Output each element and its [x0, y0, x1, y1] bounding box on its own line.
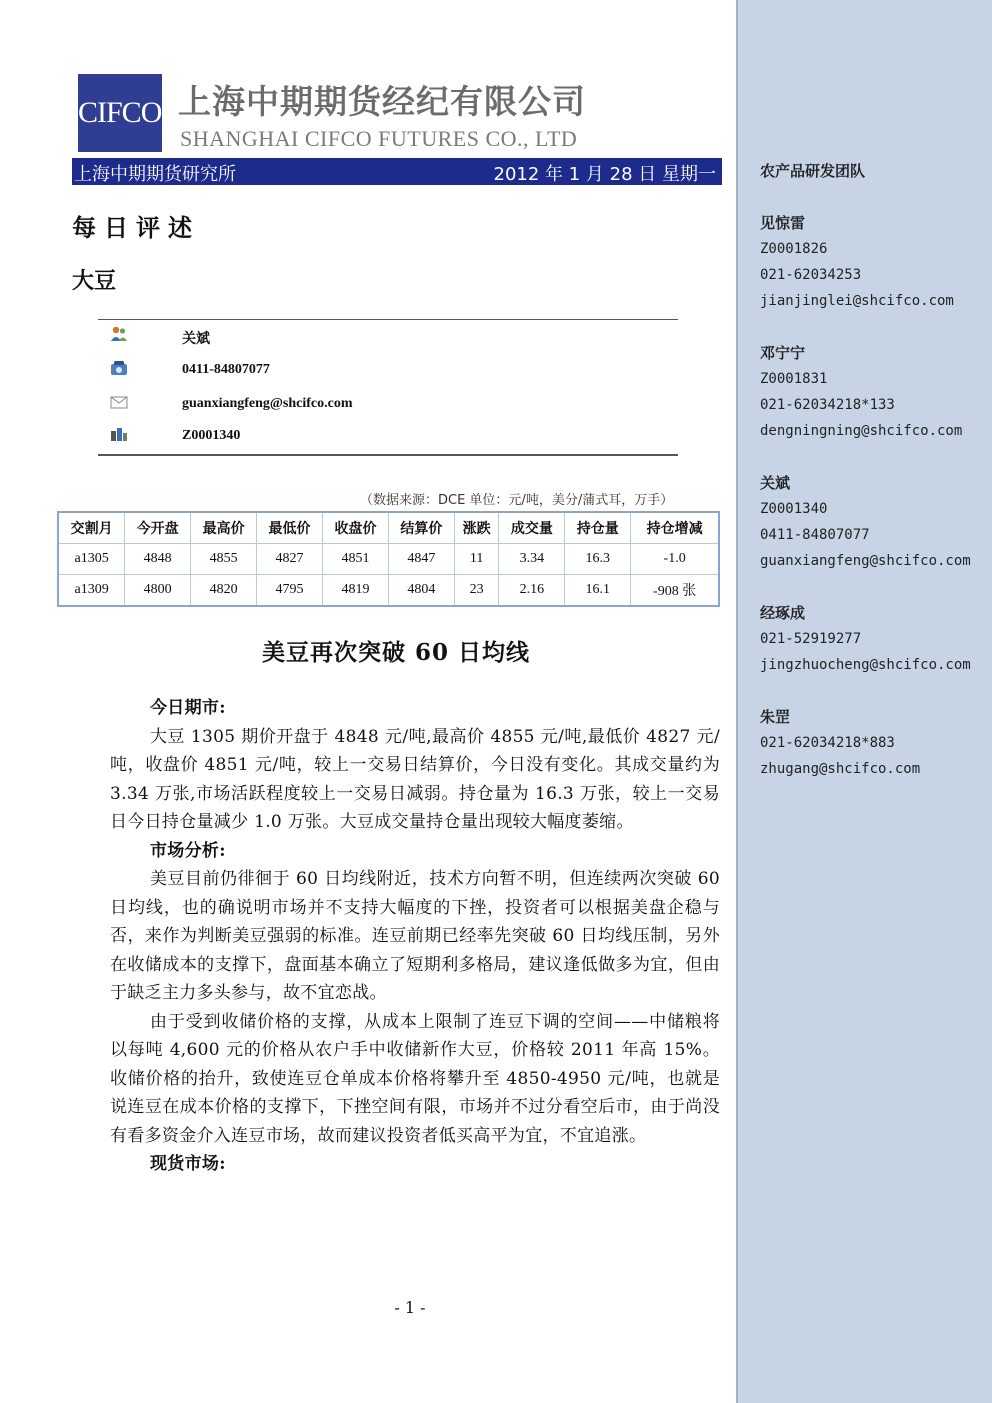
contact-line: 0411-84807077	[760, 527, 870, 543]
paragraph: 美豆目前仍徘徊于 60 日均线附近，技术方向暂不明，但连续两次突破 60 日均线，也的确说明市场并不支持大幅度的下挫，投资者可以根据美盘企稳与否，来作为判断美豆强弱的标准。连豆前期已经率先突破 60 日均线压制，另外在收储成本的支撑下，盘面基本确立了短期利多格局，建议逢低做多为宜，但由于缺乏主力多头参与，故不宜恋战。	[110, 869, 720, 1003]
column-header: 持仓量	[565, 512, 631, 544]
table-cell: 4847	[388, 544, 454, 575]
contact-email[interactable]: dengningning@shcifco.com	[760, 423, 963, 439]
author-phone: 0411-84807077	[182, 362, 270, 377]
table-cell: 11	[454, 544, 498, 575]
table-cell: a1305	[58, 544, 125, 575]
quote-table	[57, 511, 720, 607]
contact-email[interactable]: jianjinglei@shcifco.com	[760, 293, 954, 309]
contact-name: 见惊雷	[760, 214, 806, 232]
telephone-icon	[110, 360, 128, 376]
subject-title: 大豆	[72, 268, 117, 294]
author-name: 关斌	[182, 332, 210, 347]
table-cell: 2.16	[499, 575, 565, 607]
table-row	[58, 575, 719, 607]
company-name-en: SHANGHAI CIFCO FUTURES CO., LTD	[180, 126, 578, 151]
email-row	[98, 394, 678, 418]
person-icon	[110, 326, 128, 342]
table-cell: 23	[454, 575, 498, 607]
envelope-icon	[110, 394, 128, 410]
section-heading: 市场分析:	[150, 840, 226, 861]
contact-line: Z0001826	[760, 241, 828, 257]
section-title: 每日评述	[72, 213, 200, 242]
table-cell: 4820	[191, 575, 257, 607]
contact-line: 021-62034218*133	[760, 397, 895, 413]
contact-name: 关斌	[760, 474, 791, 492]
table-row	[58, 544, 719, 575]
article-headline: 美豆再次突破 60 日均线	[261, 639, 531, 666]
license-row	[98, 426, 678, 450]
column-header: 持仓增减	[631, 512, 719, 544]
contact-card	[760, 340, 962, 444]
contact-sidebar	[736, 0, 992, 1403]
contact-card	[760, 704, 920, 782]
paragraph: 大豆 1305 期价开盘于 4848 元/吨,最高价 4855 元/吨,最低价 4827 元/吨，收盘价 4851 元/吨，较上一交易日结算价，今日没有变化。其成交量约为 3.34 万张,市场活跃程度较上一交易日减弱。持仓量为 16.3 万张，较上一交易日今日持仓量减少 1.0 万张。大豆成交量持仓量出现较大幅度萎缩。	[110, 726, 720, 832]
table-cell: 4855	[191, 544, 257, 575]
contact-email[interactable]: zhugang@shcifco.com	[760, 761, 921, 777]
table-cell: 4848	[125, 544, 191, 575]
contact-name: 经琢成	[760, 604, 806, 622]
phone-row	[98, 360, 678, 384]
author-row	[98, 326, 678, 350]
report-date: 2012 年 1 月 28 日 星期一	[493, 164, 716, 185]
contact-name: 朱罡	[760, 708, 791, 726]
column-header: 交割月	[58, 512, 125, 544]
table-cell: a1309	[58, 575, 125, 607]
institute-name: 上海中期期货研究所	[74, 164, 236, 185]
author-license: Z0001340	[182, 428, 241, 443]
header-bar	[72, 158, 722, 185]
page-number: - 1 -	[394, 1298, 426, 1317]
table-cell: 16.3	[565, 544, 631, 575]
column-header: 涨跌	[454, 512, 498, 544]
contact-line: Z0001831	[760, 371, 828, 387]
column-header: 收盘价	[323, 512, 389, 544]
table-cell: 4804	[388, 575, 454, 607]
contact-card	[760, 210, 954, 314]
table-cell: 16.1	[565, 575, 631, 607]
table-cell: 4795	[257, 575, 323, 607]
column-header: 结算价	[388, 512, 454, 544]
table-cell: 4819	[323, 575, 389, 607]
contact-line: 021-52919277	[760, 631, 862, 647]
column-header: 今开盘	[125, 512, 191, 544]
table-cell: 3.34	[499, 544, 565, 575]
contact-name: 邓宁宁	[760, 344, 806, 362]
paragraph: 由于受到收储价格的支撑，从成本上限制了连豆下调的空间——中储粮将以每吨 4,600 元的价格从农户手中收储新作大豆，价格较 2011 年高 15%。收储价格的抬升，致使连豆仓单成本价格将攀升至 4850-4950 元/吨，也就是说连豆在成本价格的支撑下，下挫空间有限，市场并不过分看空后市，由于尚没有看多资金介入连豆市场，故而建议投资者低买高平为宜，不宜追涨。	[110, 1011, 720, 1146]
author-box	[98, 319, 678, 456]
table-cell: -1.0	[631, 544, 719, 575]
column-header: 最低价	[257, 512, 323, 544]
building-icon	[110, 426, 128, 442]
table-cell: 4851	[323, 544, 389, 575]
column-header: 成交量	[499, 512, 565, 544]
table-cell: 4800	[125, 575, 191, 607]
column-header: 最高价	[191, 512, 257, 544]
contact-line: Z0001340	[760, 501, 828, 517]
contact-line: 021-62034218*883	[760, 735, 895, 751]
logo-mark-text: CIFCO	[78, 96, 162, 129]
author-email[interactable]: guanxiangfeng@shcifco.com	[182, 396, 353, 411]
contact-email[interactable]: jingzhuocheng@shcifco.com	[760, 657, 971, 673]
table-cell: -908 张	[631, 575, 719, 607]
table-header-row	[58, 512, 719, 544]
section-heading: 现货市场:	[150, 1154, 226, 1174]
contact-line: 021-62034253	[760, 267, 862, 283]
contact-card	[760, 470, 971, 574]
section-heading: 今日期市:	[150, 698, 226, 718]
company-name-cn: 上海中期期货经纪有限公司	[178, 82, 586, 121]
table-cell: 4827	[257, 544, 323, 575]
data-source-note: （数据来源：DCE 单位：元/吨，美分/蒲式耳，万手）	[360, 493, 674, 508]
article-body	[110, 694, 720, 1179]
team-title: 农产品研发团队	[760, 162, 866, 180]
contact-email[interactable]: guanxiangfeng@shcifco.com	[760, 553, 971, 569]
